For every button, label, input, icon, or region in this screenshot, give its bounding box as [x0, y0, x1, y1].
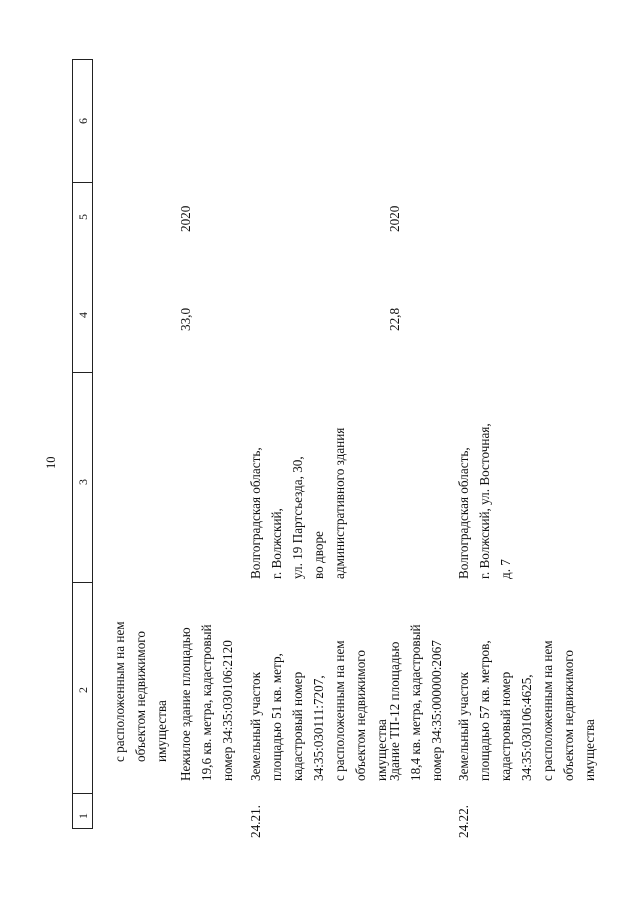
column-header: 3 [76, 479, 90, 485]
object-address: Волгоградская область, г. Волжский, ул. Восточная, д. 7 [456, 423, 513, 579]
column-header: 1 [76, 813, 90, 819]
column-header: 5 [76, 214, 90, 220]
column-header: 2 [76, 687, 90, 693]
table-bottom-rule [72, 828, 92, 829]
object-description: Земельный участок площадью 51 кв. метр, кадастровый номер 34:35:030111:7207, с расположенным на нем объектом недвижимого имущества [248, 640, 389, 781]
area-value: 33,0 [178, 307, 193, 331]
row-number: 24.21. [248, 805, 263, 838]
table-top-rule [72, 59, 92, 60]
column-header: 4 [76, 312, 90, 318]
object-description: с расположенным на нем объектом недвижимого имущества [112, 621, 169, 762]
column-separator [72, 582, 92, 583]
object-description: Земельный участок площадью 57 кв. метров, кадастровый номер 34:35:030106:4625, с расположенным на нем объектом недвижимого имущества [456, 640, 597, 781]
page-number: 10 [44, 456, 58, 469]
object-address: Волгоградская область, г. Волжский, ул. 19 Партсъезда, 30, во дворе административного здания [248, 427, 347, 579]
object-description: Нежилое здание площадью 19,6 кв. метра, кадастровый номер 34:35:030106:2120 [178, 624, 235, 781]
year-value: 2020 [178, 205, 193, 232]
area-value: 22,8 [387, 307, 402, 331]
column-separator [72, 372, 92, 373]
table-left-rule [72, 59, 73, 829]
object-description: Здание ТП-12 площадью 18,4 кв. метра, кадастровый номер 34:35:000000:2067 [387, 624, 444, 781]
column-header: 6 [76, 118, 90, 124]
column-separator [72, 182, 92, 183]
column-separator [72, 793, 92, 794]
header-divider-rule [92, 59, 93, 829]
row-number: 24.22. [456, 805, 471, 838]
year-value: 2020 [387, 205, 402, 232]
